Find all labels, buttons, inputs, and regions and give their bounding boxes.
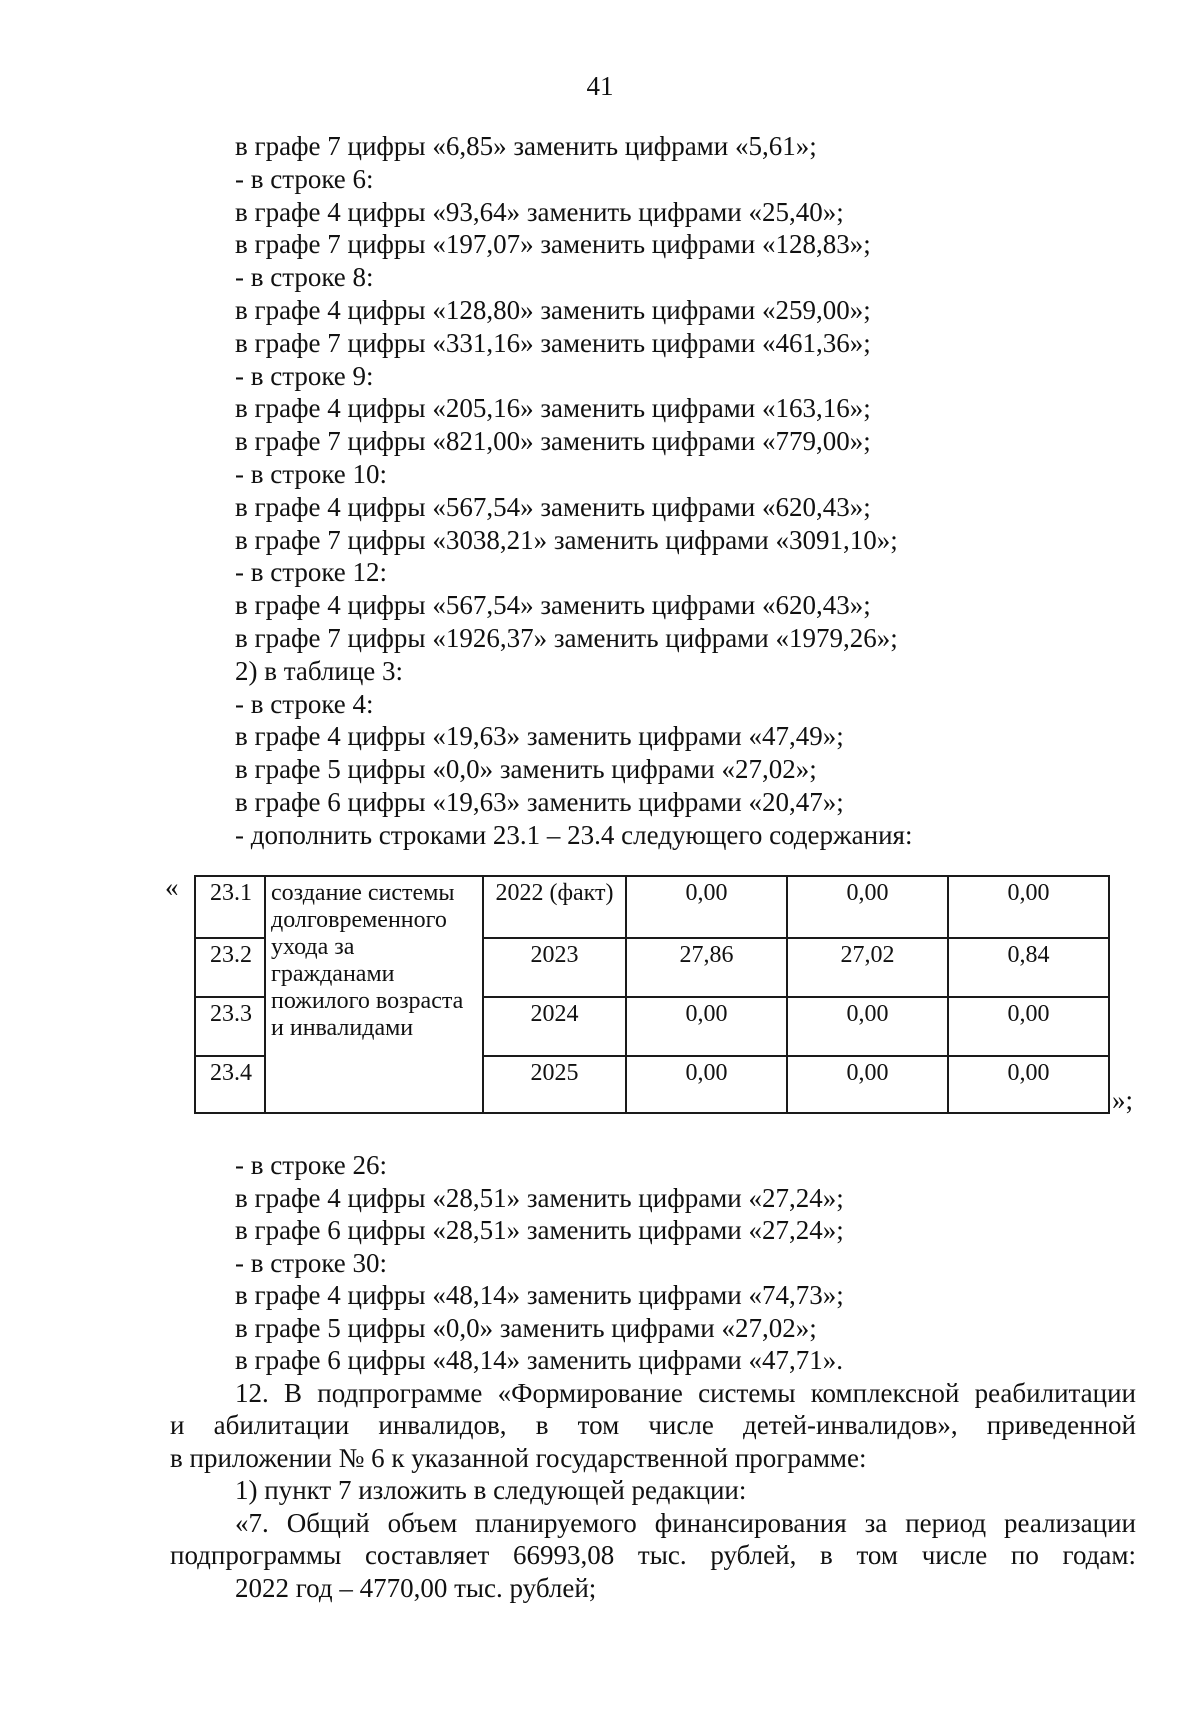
- table-open-quote: «: [165, 872, 179, 902]
- value-cell-col4: 0,00: [626, 876, 787, 938]
- text-line: в графе 4 цифры «48,14» заменить цифрами «74,73»;: [235, 1280, 844, 1310]
- amendments-list-top: [235, 130, 1135, 852]
- text-line: - в строке 8:: [235, 262, 374, 293]
- row-number-cell: 23.4: [195, 1056, 265, 1113]
- text-line: в графе 4 цифры «567,54» заменить цифрами «620,43»;: [235, 491, 871, 522]
- year-cell: 2023: [483, 938, 626, 997]
- paragraph-12-line: и абилитации инвалидов, в том числе детей-инвалидов», приведенной: [170, 1410, 1136, 1440]
- text-line: - дополнить строками 23.1 – 23.4 следующего содержания:: [235, 819, 913, 850]
- table-close-quote: »;: [1112, 1085, 1134, 1115]
- text-line: в графе 4 цифры «19,63» заменить цифрами «47,49»;: [235, 721, 844, 752]
- measure-name-cell: создание системы долговременного ухода за гражданами пожилого возраста и инвалидами: [265, 876, 483, 1113]
- inserted-rows-table: [194, 875, 1110, 1114]
- text-line: в графе 4 цифры «28,51» заменить цифрами «27,24»;: [235, 1182, 844, 1213]
- value-cell-col5: 0,00: [787, 1056, 948, 1113]
- table-row: [195, 876, 1109, 938]
- page-number: 41: [586, 71, 614, 101]
- paragraph-12-line: 12. В подпрограмме «Формирование системы комплексной реабилитации: [235, 1377, 1136, 1408]
- text-line: - в строке 4:: [235, 688, 374, 719]
- text-line: в графе 7 цифры «1926,37» заменить цифрами «1979,26»;: [235, 622, 898, 653]
- value-cell-col4: 27,86: [626, 938, 787, 997]
- text-line: в графе 4 цифры «128,80» заменить цифрами «259,00»;: [235, 294, 871, 325]
- year-2022-line: 2022 год – 4770,00 тыс. рублей;: [235, 1572, 597, 1603]
- text-line: в графе 7 цифры «197,07» заменить цифрами «128,83»;: [235, 229, 871, 260]
- row-number-cell: 23.1: [195, 876, 265, 938]
- value-cell-col6: 0,84: [948, 938, 1109, 997]
- year-cell: 2025: [483, 1056, 626, 1113]
- text-line: в графе 6 цифры «19,63» заменить цифрами «20,47»;: [235, 786, 844, 817]
- year-cell: 2022 (факт): [483, 876, 626, 938]
- text-line: - в строке 6:: [235, 163, 374, 194]
- text-line: в графе 7 цифры «3038,21» заменить цифрами «3091,10»;: [235, 524, 898, 555]
- text-line: в графе 5 цифры «0,0» заменить цифрами «27,02»;: [235, 754, 817, 785]
- value-cell-col5: 27,02: [787, 938, 948, 997]
- text-line: 2) в таблице 3:: [235, 655, 404, 686]
- text-line: в графе 7 цифры «821,00» заменить цифрами «779,00»;: [235, 426, 871, 457]
- row-number-cell: 23.2: [195, 938, 265, 997]
- value-cell-col6: 0,00: [948, 997, 1109, 1056]
- text-line: - в строке 10:: [235, 458, 388, 489]
- value-cell-col5: 0,00: [787, 997, 948, 1056]
- text-line: в графе 6 цифры «48,14» заменить цифрами «47,71».: [235, 1345, 843, 1375]
- amendments-list-bottom: [170, 1149, 1136, 1604]
- text-line: в графе 7 цифры «331,16» заменить цифрами «461,36»;: [235, 327, 871, 358]
- value-cell-col6: 0,00: [948, 1056, 1109, 1113]
- text-line: - в строке 12:: [235, 557, 388, 588]
- year-cell: 2024: [483, 997, 626, 1056]
- text-line: в графе 6 цифры «28,51» заменить цифрами «27,24»;: [235, 1215, 844, 1245]
- value-cell-col4: 0,00: [626, 1056, 787, 1113]
- text-line: - в строке 9:: [235, 360, 374, 391]
- value-cell-col5: 0,00: [787, 876, 948, 938]
- value-cell-col4: 0,00: [626, 997, 787, 1056]
- text-line: в графе 5 цифры «0,0» заменить цифрами «27,02»;: [235, 1312, 817, 1343]
- paragraph-7-line: подпрограммы составляет 66993,08 тыс. рублей, в том числе по годам:: [170, 1540, 1136, 1570]
- text-line: в графе 4 цифры «567,54» заменить цифрами «620,43»;: [235, 590, 871, 621]
- item-1-line: 1) пункт 7 изложить в следующей редакции:: [235, 1475, 747, 1505]
- row-number-cell: 23.3: [195, 997, 265, 1056]
- paragraph-7-line: «7. Общий объем планируемого финансирования за период реализации: [235, 1507, 1136, 1538]
- text-line: в графе 7 цифры «6,85» заменить цифрами «5,61»;: [235, 131, 817, 161]
- text-line: - в строке 30:: [235, 1247, 388, 1278]
- value-cell-col6: 0,00: [948, 876, 1109, 938]
- text-line: - в строке 26:: [235, 1150, 388, 1180]
- paragraph-12-line: в приложении № 6 к указанной государственной программе:: [170, 1442, 867, 1473]
- text-line: в графе 4 цифры «93,64» заменить цифрами «25,40»;: [235, 196, 844, 227]
- text-line: в графе 4 цифры «205,16» заменить цифрами «163,16»;: [235, 393, 871, 424]
